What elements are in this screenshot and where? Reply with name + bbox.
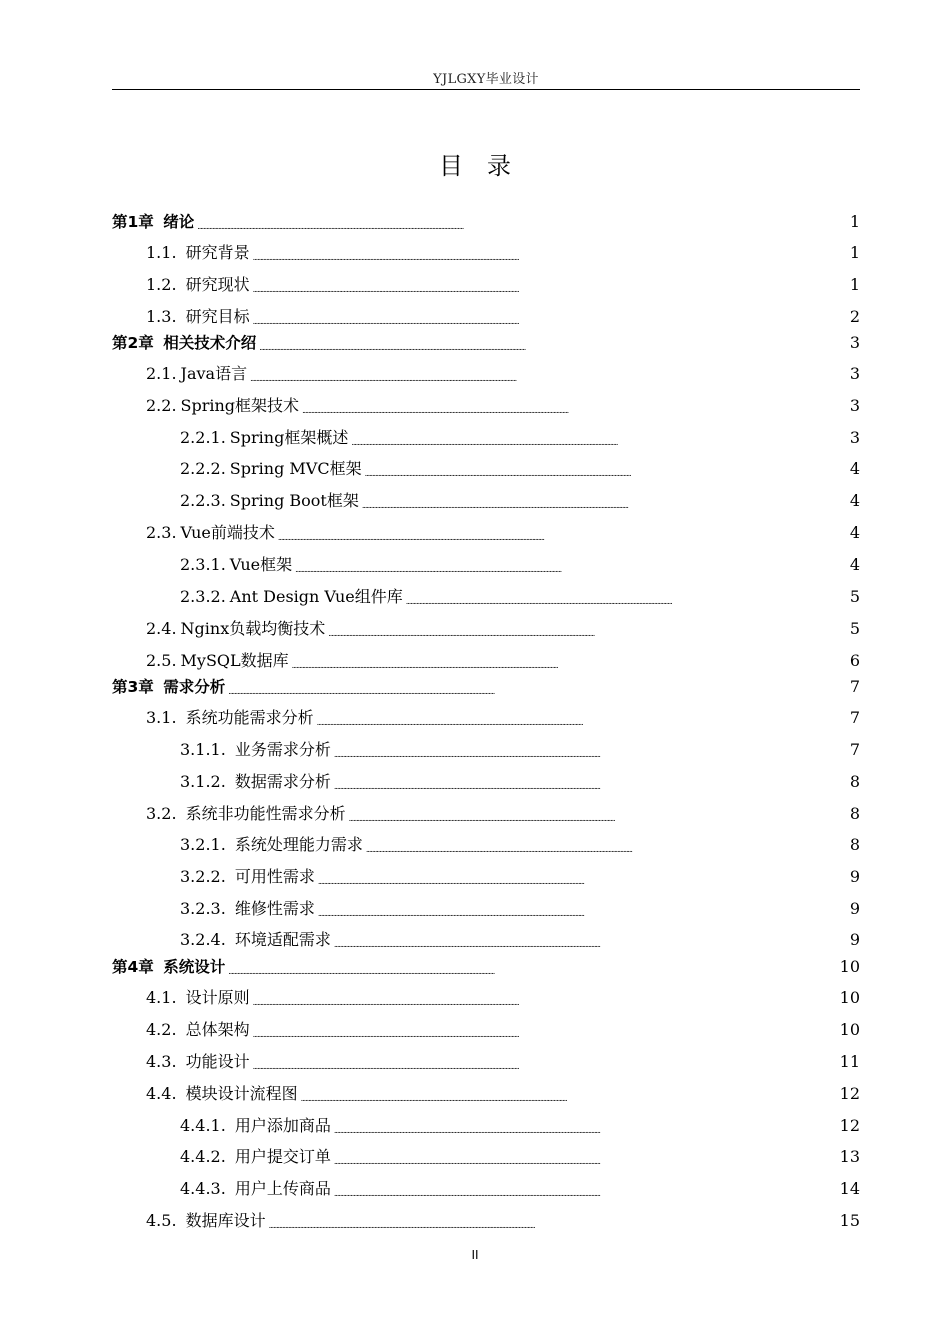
dot-leader (366, 834, 848, 856)
dot-leader (317, 707, 848, 729)
toc-entry-page: 8 (849, 835, 860, 854)
toc-entry-label: 1.3. 研究目标 (146, 307, 250, 326)
toc-entry-label: 4.5. 数据库设计 (146, 1211, 266, 1230)
toc-entry-label: 4.4. 模块设计流程图 (146, 1084, 298, 1103)
toc-entry-3-2-3[interactable] (180, 898, 860, 920)
dot-leader (362, 490, 848, 512)
toc-entry-page: 13 (839, 1147, 860, 1166)
toc-entry-2-3-2[interactable] (180, 586, 860, 608)
toc-entry-page: 15 (839, 1211, 860, 1230)
toc-entry-2-3-1[interactable] (180, 554, 860, 576)
toc-entry-label: 2.3.1. Vue框架 (180, 555, 293, 574)
toc-entry-ch3[interactable] (112, 676, 860, 698)
toc-entry-2-2[interactable] (146, 395, 860, 417)
toc-entry-label: 4.4.3. 用户上传商品 (180, 1179, 331, 1198)
toc-entry-3-2[interactable] (146, 803, 860, 825)
dot-leader (253, 274, 848, 296)
toc-entry-4-4-2[interactable] (180, 1146, 860, 1168)
toc-entry-3-1-2[interactable] (180, 771, 860, 793)
toc-entry-page: 4 (849, 491, 860, 510)
dot-leader (406, 586, 848, 608)
toc-entry-page: 4 (849, 555, 860, 574)
toc-entry-2-3[interactable] (146, 522, 860, 544)
toc-entry-4-3[interactable] (146, 1051, 860, 1073)
toc-entry-1-2[interactable] (146, 274, 860, 296)
toc-entry-2-2-2[interactable] (180, 458, 860, 480)
toc-entry-label: 第3章 需求分析 (112, 678, 226, 696)
toc-entry-4-1[interactable] (146, 987, 860, 1009)
toc-entry-label: 4.1. 设计原则 (146, 988, 250, 1007)
dot-leader (318, 866, 848, 888)
toc-entry-3-2-4[interactable] (180, 929, 860, 951)
dot-leader (250, 363, 848, 385)
toc-entry-3-1[interactable] (146, 707, 860, 729)
toc-entry-page: 2 (849, 307, 860, 326)
toc-entry-1-3[interactable] (146, 306, 860, 328)
toc-entry-page: 8 (849, 804, 860, 823)
dot-leader (334, 1178, 838, 1200)
toc-entry-2-2-3[interactable] (180, 490, 860, 512)
toc-entry-label: 3.1.1. 业务需求分析 (180, 740, 331, 759)
toc-entry-page: 3 (849, 364, 860, 383)
toc-entry-page: 3 (849, 333, 860, 352)
toc-entry-label: 3.2.2. 可用性需求 (180, 867, 315, 886)
toc-entry-3-2-1[interactable] (180, 834, 860, 856)
toc-entry-2-5[interactable] (146, 650, 860, 672)
toc-entry-label: 2.2.1. Spring框架概述 (180, 428, 349, 447)
toc-entry-page: 1 (849, 212, 860, 231)
toc-entry-label: 2.2.2. Spring MVC框架 (180, 459, 362, 478)
toc-entry-label: 3.1.2. 数据需求分析 (180, 772, 331, 791)
toc-entry-ch1[interactable] (112, 211, 860, 233)
toc-entry-label: 第1章 绪论 (112, 213, 195, 231)
dot-leader (334, 929, 848, 951)
toc-entry-label: 1.1. 研究背景 (146, 243, 250, 262)
toc-entry-page: 12 (839, 1116, 860, 1135)
toc-entry-label: 3.2.4. 环境适配需求 (180, 930, 331, 949)
toc-entry-label: 2.4. Nginx负载均衡技术 (146, 619, 326, 638)
toc-entry-label: 4.4.1. 用户添加商品 (180, 1116, 331, 1135)
toc-entry-3-2-2[interactable] (180, 866, 860, 888)
toc-entry-page: 9 (849, 899, 860, 918)
dot-leader (253, 242, 848, 264)
toc-entry-ch4[interactable] (112, 956, 860, 978)
toc-entry-page: 4 (849, 459, 860, 478)
toc-entry-page: 9 (849, 930, 860, 949)
toc-entry-page: 3 (849, 396, 860, 415)
toc-entry-page: 5 (849, 587, 860, 606)
dot-leader (228, 676, 848, 698)
toc-entry-page: 6 (849, 651, 860, 670)
dot-leader (228, 956, 837, 978)
dot-leader (334, 1115, 838, 1137)
toc-entry-1-1[interactable] (146, 242, 860, 264)
toc-entry-label: 2.1. Java语言 (146, 364, 248, 383)
dot-leader (292, 650, 848, 672)
dot-leader (269, 1210, 838, 1232)
toc-entry-2-2-1[interactable] (180, 427, 860, 449)
toc-entry-label: 3.2. 系统非功能性需求分析 (146, 804, 346, 823)
toc-entry-page: 7 (849, 677, 860, 696)
toc-entry-2-4[interactable] (146, 618, 860, 640)
dot-leader (351, 427, 847, 449)
toc-entry-page: 11 (839, 1052, 860, 1071)
toc-entry-page: 1 (849, 243, 860, 262)
toc-entry-label: 2.3.2. Ant Design Vue组件库 (180, 587, 403, 606)
toc-entry-label: 4.2. 总体架构 (146, 1020, 250, 1039)
toc-entry-page: 10 (839, 957, 860, 976)
toc-entry-page: 4 (849, 523, 860, 542)
toc-entry-label: 第2章 相关技术介绍 (112, 334, 257, 352)
toc-entry-label: 3.2.3. 维修性需求 (180, 899, 315, 918)
toc-entry-label: 4.3. 功能设计 (146, 1052, 250, 1071)
toc-entry-4-5[interactable] (146, 1210, 860, 1232)
toc-entry-page: 7 (849, 708, 860, 727)
toc-entry-label: 1.2. 研究现状 (146, 275, 250, 294)
toc-entry-page: 8 (849, 772, 860, 791)
toc-entry-4-4-1[interactable] (180, 1115, 860, 1137)
toc-entry-label: 2.5. MySQL数据库 (146, 651, 289, 670)
toc-entry-4-4[interactable] (146, 1083, 860, 1105)
toc-entry-label: 2.2. Spring框架技术 (146, 396, 300, 415)
dot-leader (253, 987, 838, 1009)
toc-entry-label: 第4章 系统设计 (112, 958, 226, 976)
page-header: YJLGXY毕业设计 (433, 72, 539, 87)
dot-leader (318, 898, 848, 920)
toc-entry-page: 5 (849, 619, 860, 638)
header-rule (112, 89, 860, 90)
dot-leader (253, 306, 848, 328)
toc-entry-4-4-3[interactable] (180, 1178, 860, 1200)
toc-entry-label: 2.2.3. Spring Boot框架 (180, 491, 359, 510)
dot-leader (365, 458, 848, 480)
dot-leader (301, 1083, 838, 1105)
toc-entry-label: 3.1. 系统功能需求分析 (146, 708, 314, 727)
toc-entry-ch2[interactable] (112, 332, 860, 354)
toc-entry-label: 4.4.2. 用户提交订单 (180, 1147, 331, 1166)
toc-entry-page: 3 (849, 428, 860, 447)
toc-title: 目录 (439, 152, 535, 180)
dot-leader (334, 771, 848, 793)
toc-entry-page: 10 (839, 988, 860, 1007)
toc-entry-page: 10 (839, 1020, 860, 1039)
toc-entry-page: 12 (839, 1084, 860, 1103)
toc-entry-page: 7 (849, 740, 860, 759)
toc-entry-label: 3.2.1. 系统处理能力需求 (180, 835, 363, 854)
dot-leader (328, 618, 848, 640)
dot-leader (259, 332, 848, 354)
page-number: II (471, 1248, 479, 1262)
dot-leader (349, 803, 848, 825)
toc-entry-3-1-1[interactable] (180, 739, 860, 761)
toc-entry-page: 9 (849, 867, 860, 886)
toc-entry-page: 14 (839, 1179, 860, 1198)
dot-leader (295, 554, 848, 576)
dot-leader (334, 739, 848, 761)
dot-leader (197, 211, 848, 233)
dot-leader (278, 522, 848, 544)
dot-leader (334, 1146, 838, 1168)
toc-entry-label: 2.3. Vue前端技术 (146, 523, 275, 542)
toc-entry-4-2[interactable] (146, 1019, 860, 1041)
toc-entry-2-1[interactable] (146, 363, 860, 385)
dot-leader (253, 1051, 838, 1073)
dot-leader (253, 1019, 838, 1041)
dot-leader (302, 395, 848, 417)
toc-entry-page: 1 (849, 275, 860, 294)
